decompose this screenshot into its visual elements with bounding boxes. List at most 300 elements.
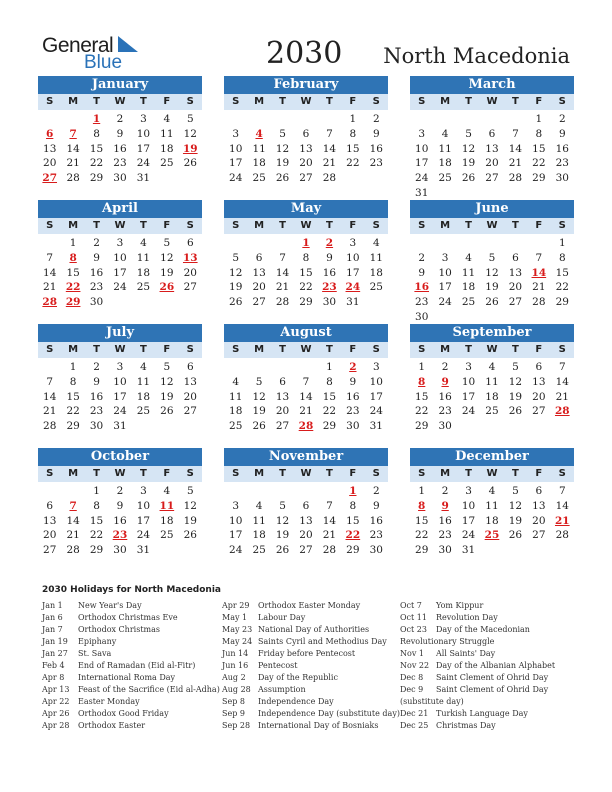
day-cell: 20 [275, 405, 290, 418]
holiday-day: 28 [298, 420, 314, 433]
holiday-day: 26 [159, 281, 175, 294]
weekday-header [410, 342, 574, 358]
day-cell: 28 [322, 544, 337, 557]
day-cell: 16 [555, 142, 569, 155]
day-cell: 12 [508, 499, 523, 512]
weekday-label: S [186, 96, 194, 107]
day-cell: 9 [349, 375, 357, 388]
month-title: October [38, 448, 202, 466]
day-cell: 25 [160, 157, 174, 170]
day-cell: 26 [229, 296, 243, 309]
day-cell: 12 [160, 375, 174, 388]
day-cell: 16 [113, 142, 127, 155]
day-cell: 19 [183, 514, 197, 527]
day-cell: 19 [485, 281, 499, 294]
day-grid [38, 484, 202, 558]
day-cell: 2 [558, 113, 566, 125]
day-cell: 20 [252, 281, 266, 294]
day-cell: 10 [461, 375, 476, 388]
empty-cell [294, 360, 317, 375]
day-cell: 15 [322, 390, 337, 403]
weekday-label: T [326, 468, 333, 479]
day-cell: 25 [252, 544, 266, 557]
weekday-label: T [465, 220, 472, 231]
day-cell: 21 [66, 529, 80, 542]
day-cell: 9 [93, 251, 100, 264]
holiday-item [222, 708, 402, 720]
day-cell: 1 [93, 485, 100, 497]
day-cell: 4 [232, 375, 240, 388]
day-cell: 13 [252, 266, 266, 279]
day-cell: 5 [232, 251, 240, 264]
day-cell: 13 [183, 375, 197, 388]
day-cell: 7 [326, 499, 333, 512]
day-cell: 3 [140, 113, 147, 125]
empty-cell [224, 360, 247, 375]
month-february [224, 76, 388, 186]
day-cell: 23 [346, 405, 360, 418]
weekday-label: M [440, 220, 451, 231]
weekday-label: S [186, 344, 194, 355]
day-cell: 7 [46, 251, 54, 264]
day-cell: 4 [140, 361, 147, 373]
day-cell: 14 [322, 514, 337, 527]
day-cell: 21 [322, 157, 337, 170]
weekday-label: T [512, 220, 519, 231]
day-cell: 13 [532, 375, 546, 388]
weekday-label: T [465, 344, 472, 355]
day-cell: 8 [302, 251, 310, 264]
day-grid [224, 112, 388, 186]
day-cell: 22 [89, 529, 104, 542]
day-cell: 18 [461, 281, 476, 294]
day-cell: 22 [346, 157, 360, 170]
day-cell: 6 [255, 251, 263, 264]
day-cell: 16 [113, 514, 127, 527]
holiday-item [42, 720, 222, 732]
day-cell: 3 [232, 499, 240, 512]
day-cell: 27 [485, 172, 499, 185]
weekday-label: T [279, 220, 286, 231]
day-grid [38, 236, 202, 310]
day-cell: 31 [113, 420, 127, 433]
day-cell: 11 [252, 514, 266, 527]
holiday-item [42, 696, 222, 708]
day-cell: 10 [113, 375, 127, 388]
day-cell: 31 [346, 296, 360, 309]
day-cell: 21 [43, 281, 57, 294]
weekday-label: F [535, 96, 543, 107]
day-cell: 7 [302, 375, 310, 388]
holiday-item [400, 684, 580, 708]
holiday-date: Aug 2 [222, 673, 246, 682]
empty-cell [38, 112, 61, 127]
weekday-label: S [558, 468, 566, 479]
weekday-label: W [486, 344, 498, 355]
day-cell: 30 [438, 544, 452, 557]
holiday-date: Dec 21 [400, 709, 429, 718]
day-cell: 21 [532, 281, 546, 294]
weekday-label: T [512, 344, 519, 355]
day-grid [224, 484, 388, 558]
day-cell: 29 [322, 420, 337, 433]
day-cell: 22 [89, 157, 104, 170]
weekday-label: M [254, 96, 265, 107]
month-march [410, 76, 574, 201]
day-cell: 5 [512, 361, 519, 373]
weekday-label: T [140, 96, 147, 107]
day-cell: 18 [136, 266, 151, 279]
holiday-date: Apr 28 [42, 721, 70, 730]
empty-cell [410, 236, 433, 251]
holiday-date: Oct 11 [400, 613, 427, 622]
day-cell: 19 [461, 157, 476, 170]
day-cell: 23 [555, 157, 569, 170]
day-cell: 8 [349, 499, 357, 512]
weekday-label: M [68, 96, 79, 107]
day-cell: 11 [252, 142, 266, 155]
month-title: February [224, 76, 388, 94]
generalblue-logo [42, 34, 142, 74]
day-cell: 5 [488, 251, 496, 264]
day-cell: 27 [275, 420, 290, 433]
day-cell: 6 [186, 361, 194, 373]
day-cell: 6 [535, 361, 543, 373]
day-cell: 23 [415, 296, 429, 309]
weekday-label: S [418, 344, 426, 355]
day-cell: 27 [43, 544, 57, 557]
holiday-day: 11 [159, 499, 175, 512]
holiday-date: Aug 28 [222, 685, 251, 694]
holiday-day: 14 [531, 266, 547, 279]
day-cell: 20 [183, 266, 197, 279]
day-cell: 3 [372, 361, 380, 373]
holiday-name: Day of the Macedonian Revolutionary Struggle [400, 625, 530, 646]
day-cell: 12 [275, 142, 290, 155]
day-cell: 17 [461, 514, 476, 527]
day-cell: 27 [299, 172, 313, 185]
holiday-item [222, 600, 402, 612]
holiday-date: Dec 9 [400, 685, 424, 694]
day-cell: 30 [322, 296, 337, 309]
day-cell: 17 [346, 266, 360, 279]
day-cell: 30 [346, 420, 360, 433]
day-cell: 26 [485, 296, 499, 309]
weekday-label: T [93, 344, 100, 355]
holiday-item [400, 648, 580, 660]
holiday-day: 6 [46, 127, 54, 140]
day-cell: 13 [508, 266, 523, 279]
weekday-label: T [326, 220, 333, 231]
day-cell: 6 [302, 127, 310, 140]
holiday-item [400, 660, 580, 672]
weekday-label: S [232, 344, 240, 355]
empty-cell [457, 112, 480, 127]
empty-cell [480, 112, 503, 127]
month-october [38, 448, 202, 558]
day-cell: 27 [508, 296, 523, 309]
day-cell: 17 [136, 142, 151, 155]
day-cell: 24 [113, 405, 127, 418]
day-cell: 11 [485, 375, 499, 388]
day-cell: 15 [346, 514, 360, 527]
day-cell: 27 [532, 529, 546, 542]
day-cell: 8 [558, 251, 566, 264]
holiday-date: Oct 23 [400, 625, 427, 634]
day-cell: 11 [369, 251, 383, 264]
empty-cell [224, 236, 247, 251]
day-cell: 12 [183, 127, 197, 140]
day-cell: 11 [461, 266, 476, 279]
day-cell: 23 [89, 281, 104, 294]
day-cell: 15 [415, 514, 429, 527]
holiday-name: Turkish Language Day [436, 709, 528, 718]
empty-cell [480, 236, 503, 251]
day-cell: 4 [441, 127, 449, 140]
day-cell: 24 [461, 529, 476, 542]
holiday-name: St. Sava [78, 649, 112, 658]
holiday-name: Revolution Day [436, 613, 498, 622]
day-cell: 19 [275, 529, 290, 542]
day-cell: 20 [532, 514, 546, 527]
day-cell: 12 [508, 375, 523, 388]
holiday-day: 8 [69, 251, 77, 264]
day-cell: 7 [558, 485, 566, 497]
day-cell: 6 [512, 251, 519, 264]
weekday-label: T [93, 468, 100, 479]
day-cell: 14 [299, 390, 313, 403]
holiday-day: 1 [302, 237, 310, 249]
holiday-item [222, 720, 402, 732]
day-cell: 24 [136, 157, 151, 170]
weekday-label: S [558, 220, 566, 231]
month-title: June [410, 200, 574, 218]
day-cell: 7 [558, 361, 566, 373]
holiday-item [222, 648, 402, 660]
empty-cell [38, 484, 61, 499]
holiday-date: Apr 22 [42, 697, 70, 706]
weekday-header [38, 218, 202, 234]
day-cell: 18 [160, 142, 174, 155]
weekday-label: S [372, 96, 380, 107]
holiday-day: 25 [484, 529, 500, 542]
day-cell: 27 [532, 405, 546, 418]
holiday-date: May 23 [222, 625, 253, 634]
day-cell: 20 [183, 390, 197, 403]
day-cell: 14 [43, 266, 57, 279]
holiday-item [400, 624, 580, 648]
day-cell: 26 [275, 544, 290, 557]
month-november [224, 448, 388, 558]
day-cell: 28 [66, 172, 80, 185]
day-cell: 19 [252, 405, 266, 418]
day-cell: 13 [532, 499, 546, 512]
day-cell: 7 [279, 251, 286, 264]
day-cell: 19 [160, 266, 174, 279]
holiday-name: Saint Clement of Ohrid Day (substitute day) [400, 685, 549, 706]
day-cell: 24 [369, 405, 383, 418]
weekday-label: M [68, 468, 79, 479]
weekday-label: T [279, 344, 286, 355]
day-cell: 9 [418, 266, 426, 279]
day-cell: 30 [89, 420, 104, 433]
holiday-date: May 1 [222, 613, 248, 622]
holiday-date: Apr 29 [222, 601, 250, 610]
day-cell: 5 [163, 237, 171, 249]
day-cell: 1 [69, 237, 77, 249]
month-july [38, 324, 202, 434]
day-cell: 31 [415, 186, 429, 199]
holiday-item [42, 636, 222, 648]
day-cell: 3 [116, 237, 124, 249]
day-cell: 17 [136, 514, 151, 527]
day-cell: 7 [46, 375, 54, 388]
weekday-label: S [418, 96, 426, 107]
holiday-day: 16 [414, 281, 430, 294]
day-cell: 3 [441, 251, 449, 264]
holiday-date: Sep 9 [222, 709, 245, 718]
day-cell: 12 [275, 514, 290, 527]
day-cell: 8 [93, 127, 100, 140]
holiday-day: 7 [69, 499, 77, 512]
day-cell: 23 [113, 157, 127, 170]
day-cell: 13 [299, 514, 313, 527]
day-cell: 25 [136, 281, 151, 294]
day-cell: 17 [461, 390, 476, 403]
weekday-label: W [114, 468, 126, 479]
weekday-label: T [326, 344, 333, 355]
day-cell: 14 [555, 499, 569, 512]
day-cell: 10 [136, 127, 151, 140]
weekday-label: F [163, 220, 171, 231]
holiday-item [42, 672, 222, 684]
holiday-name: Independence Day (substitute day) [258, 709, 400, 718]
day-cell: 28 [322, 172, 337, 185]
holiday-name: End of Ramadan (Eid al-Fitr) [78, 661, 196, 670]
day-cell: 5 [186, 485, 194, 497]
holiday-name: Day of the Republic [258, 673, 338, 682]
day-cell: 21 [66, 157, 80, 170]
holiday-day: 1 [349, 485, 357, 497]
day-cell: 11 [160, 127, 174, 140]
empty-cell [61, 484, 84, 499]
day-cell: 6 [535, 485, 543, 497]
day-cell: 27 [183, 405, 197, 418]
day-cell: 29 [346, 544, 360, 557]
day-cell: 14 [43, 390, 57, 403]
day-cell: 8 [535, 127, 543, 140]
day-cell: 15 [89, 142, 104, 155]
day-cell: 15 [555, 266, 569, 279]
day-cell: 9 [116, 127, 124, 140]
day-cell: 31 [461, 544, 476, 557]
weekday-label: T [93, 96, 100, 107]
holidays-title: 2030 Holidays for North Macedonia [42, 585, 221, 595]
day-cell: 19 [160, 390, 174, 403]
day-cell: 12 [183, 499, 197, 512]
day-cell: 18 [369, 266, 383, 279]
holiday-name: Saints Cyril and Methodius Day [258, 637, 387, 646]
day-cell: 25 [485, 405, 499, 418]
month-title: August [224, 324, 388, 342]
day-cell: 8 [93, 499, 100, 512]
weekday-label: M [254, 468, 265, 479]
weekday-label: S [372, 220, 380, 231]
weekday-label: T [512, 96, 519, 107]
day-cell: 1 [558, 237, 566, 249]
day-cell: 3 [465, 485, 472, 497]
day-cell: 8 [349, 127, 357, 140]
empty-cell [410, 112, 433, 127]
holiday-day: 2 [349, 361, 357, 373]
holiday-item [222, 660, 402, 672]
day-cell: 4 [255, 499, 263, 512]
weekday-label: S [232, 468, 240, 479]
day-cell: 27 [252, 296, 266, 309]
weekday-label: S [46, 220, 54, 231]
weekday-label: S [372, 468, 380, 479]
day-cell: 12 [252, 390, 266, 403]
day-cell: 15 [89, 514, 104, 527]
day-cell: 2 [372, 485, 380, 497]
holiday-name: Easter Monday [78, 697, 140, 706]
weekday-label: W [114, 96, 126, 107]
empty-cell [247, 112, 270, 127]
holiday-column-2 [222, 600, 402, 732]
holiday-name: Orthodox Christmas Eve [78, 613, 178, 622]
day-cell: 26 [183, 529, 197, 542]
day-cell: 31 [369, 420, 383, 433]
day-cell: 28 [532, 296, 546, 309]
day-cell: 2 [441, 485, 449, 497]
day-cell: 11 [485, 499, 499, 512]
holiday-item [42, 684, 222, 696]
holiday-day: 21 [554, 514, 570, 527]
day-cell: 26 [508, 529, 523, 542]
month-december [410, 448, 574, 558]
day-cell: 13 [43, 142, 57, 155]
day-grid [224, 236, 388, 310]
day-cell: 23 [438, 529, 452, 542]
day-cell: 5 [163, 361, 171, 373]
day-cell: 6 [302, 499, 310, 512]
empty-cell [247, 236, 270, 251]
empty-cell [247, 360, 270, 375]
day-cell: 2 [93, 361, 100, 373]
weekday-label: W [486, 220, 498, 231]
holiday-item [222, 636, 402, 648]
day-cell: 20 [508, 281, 523, 294]
day-cell: 17 [438, 281, 452, 294]
day-grid [224, 360, 388, 434]
day-cell: 23 [369, 529, 383, 542]
day-cell: 18 [229, 405, 243, 418]
day-cell: 7 [535, 251, 543, 264]
day-cell: 3 [349, 237, 357, 249]
day-cell: 28 [66, 544, 80, 557]
holiday-day: 23 [112, 529, 128, 542]
day-cell: 31 [136, 544, 151, 557]
weekday-label: M [254, 220, 265, 231]
day-cell: 15 [66, 390, 80, 403]
holiday-name: Yom Kippur [436, 601, 484, 610]
weekday-label: W [486, 96, 498, 107]
weekday-label: F [349, 468, 357, 479]
day-cell: 21 [43, 405, 57, 418]
day-cell: 21 [555, 390, 569, 403]
weekday-label: S [418, 220, 426, 231]
holiday-date: Nov 1 [400, 649, 424, 658]
